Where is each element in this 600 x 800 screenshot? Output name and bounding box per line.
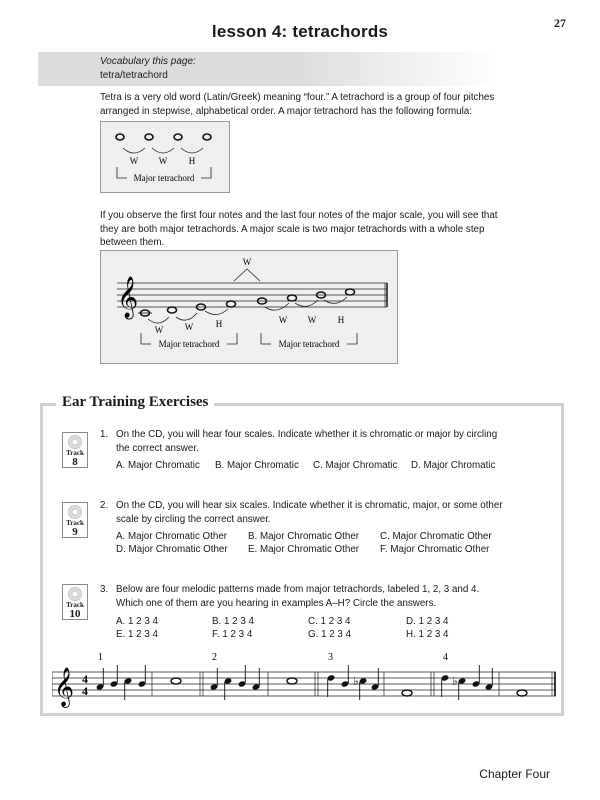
track-badge [62,584,88,620]
tetrachord-label: Major tetrachord [133,173,195,183]
svg-text:♭: ♭ [353,674,359,688]
track-badge [62,432,88,468]
answer-option[interactable]: B. Major Chromatic [215,460,299,471]
track-number: 10 [69,608,81,620]
pattern-label: 3 [328,652,333,663]
cd-icon [68,587,82,601]
whole-step-label: W [242,257,252,267]
step-label: W [158,156,168,166]
treble-clef-icon: 𝄞 [117,277,139,318]
vocabulary-terms: tetra/tetrachord [100,70,168,81]
step-label: W [129,156,139,166]
track-badge [62,502,88,538]
melodic-patterns-staff [52,648,562,708]
tetrachord-label: Major tetrachord [158,339,220,349]
step-label: W [278,315,288,325]
answer-option[interactable]: E. 1 2 3 4 [116,629,158,640]
step-arcs [123,148,203,153]
track-number: 8 [72,456,78,468]
exercise-number: 2. [100,500,109,511]
answer-option[interactable]: H. 1 2 3 4 [406,629,449,640]
answer-option[interactable]: A. Major Chromatic Other [116,531,228,542]
answer-option[interactable]: A. 1 2 3 4 [116,616,158,627]
quarter-notes [96,665,527,700]
answer-option[interactable]: G. 1 2 3 4 [308,629,352,640]
answer-option[interactable]: D. Major Chromatic [411,460,496,471]
answer-option[interactable]: B. Major Chromatic Other [248,531,360,542]
whole-note [116,134,211,140]
intro-paragraph: Tetra is a very old word (Latin/Greek) meaning “four.” A tetrachord is a group of four pitches arranged in stepwise, alphabetical order. A major tetrachord has the following formula: [100,92,495,117]
track-number: 9 [72,526,78,538]
treble-clef-icon: 𝄞 [54,667,75,707]
pattern-label: 4 [443,652,448,663]
pattern-label: 1 [98,652,103,663]
exercise-text: On the CD, you will hear six scales. Indicate whether it is chromatic, major, or some other scale by circling the correct answer. [116,500,503,525]
svg-text:♭: ♭ [452,674,458,688]
exercise-number: 1. [100,429,109,440]
page-title: lesson 4: tetrachords [211,22,389,41]
step-label: W [154,325,164,335]
track-word: Track [66,519,84,527]
answer-option[interactable]: D. Major Chromatic Other [116,544,228,555]
answer-option[interactable]: C. 1 2 3 4 [308,616,351,627]
exercise-text: On the CD, you will hear four scales. Indicate whether it is chromatic or major by circling the correct answer. [116,429,498,454]
ear-training-heading: Ear Training Exercises [56,394,214,411]
step-label: H [337,315,345,325]
cd-icon [68,505,82,519]
vocabulary-box [38,52,500,86]
chapter-footer: Chapter Four [479,767,550,781]
answer-option[interactable]: C. Major Chromatic Other [380,531,492,542]
answer-option[interactable]: A. Major Chromatic [116,460,200,471]
answer-option[interactable]: F. Major Chromatic Other [380,544,490,555]
exercise-text: Below are four melodic patterns made from major tetrachords, labeled 1, 2, 3 and 4. Which one of them are you hearing in examples A–H? Circle the answers. [116,584,480,609]
answer-option[interactable]: C. Major Chromatic [313,460,398,471]
answer-option[interactable]: B. 1 2 3 4 [212,616,254,627]
answer-option[interactable]: E. Major Chromatic Other [248,544,360,555]
staff-lines [117,283,387,307]
answer-option[interactable]: D. 1 2 3 4 [406,616,449,627]
exercise-number: 3. [100,584,109,595]
vocabulary-label: Vocabulary this page: [100,56,196,67]
tetrachord-label: Major tetrachord [278,339,340,349]
observe-paragraph: If you observe the first four notes and the last four notes of the major scale, you will see that they are both major tetrachords. A major scale is two major tetrachords with a whole step between them. [100,210,498,248]
time-signature-bottom: 4 [82,684,88,698]
scale-notes [138,289,355,316]
pattern-label: 2 [212,652,217,663]
time-signature-top: 4 [82,672,88,686]
page-number: 27 [554,16,566,30]
step-label: W [184,322,194,332]
step-label: H [188,156,196,166]
track-word: Track [66,601,84,609]
tetrachord-formula-diagram [100,121,230,193]
track-word: Track [66,449,84,457]
cd-icon [68,435,82,449]
step-label: W [307,315,317,325]
answer-option[interactable]: F. 1 2 3 4 [212,629,253,640]
major-scale-diagram [100,250,398,364]
step-label: H [215,319,223,329]
